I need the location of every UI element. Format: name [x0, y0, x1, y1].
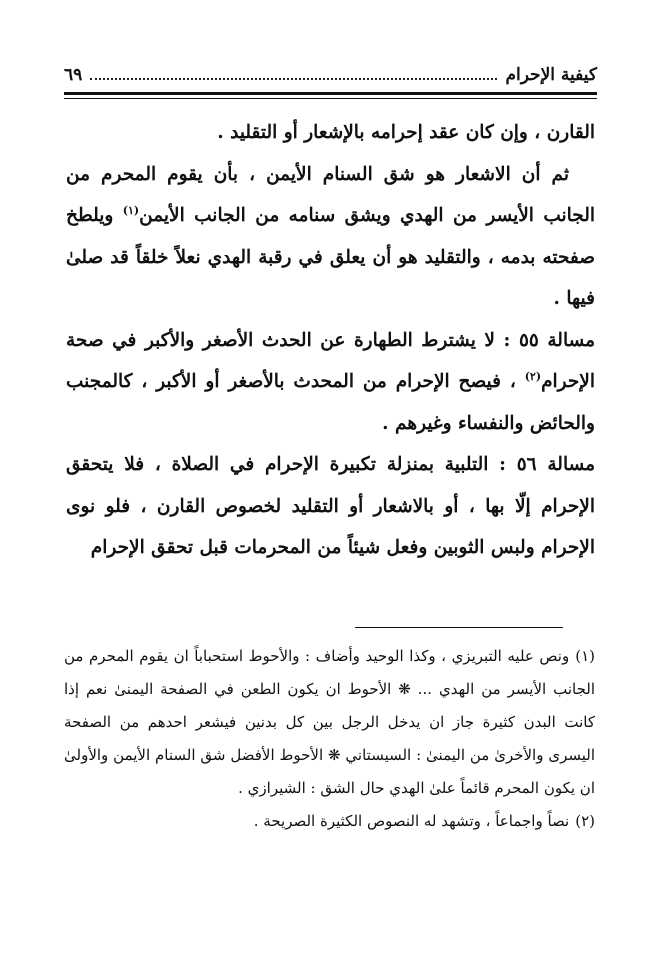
- masala-55: مسالة ٥٥ : لا يشترط الطهارة عن الحدث الأصغر والأكبر في صحة الإحرام$^{(٢)}$ ، فيصح الإحرام من المحدث بالأصغر أو الأكبر ، كالمجنب والحائض والنفساء وغيرهم .: [66, 329, 595, 434]
- leader-dots: [90, 78, 497, 80]
- running-header: [64, 58, 597, 92]
- footnote-2: (٢)نصاً واجماعاً ، وتشهد له النصوص الكثيرة الصريحة .: [253, 812, 595, 830]
- footnote-number: (٢): [575, 812, 595, 830]
- page-number: ٦٩: [64, 65, 83, 85]
- footnote-number: (١): [575, 647, 595, 665]
- paragraph: القارن ، وإن كان عقد إحرامه بالإشعار أو التقليد .: [217, 122, 595, 143]
- footnote-separator: [355, 627, 563, 628]
- footnote-ref[interactable]: (١): [122, 203, 140, 217]
- chapter-title: كيفية الإحرام: [505, 65, 597, 85]
- paragraph: ثم أن الاشعار هو شق السنام الأيمن ، بأن يقوم المحرم من الجانب الأيسر من الهدي ويشق سنامه من الجانب الأيمن$^{(١)}$ ويلطخ صفحته بدمه ، والتقليد هو أن يعلق في رقبة الهدي نعلاً خلقاً قد صلىٰ فيها .: [66, 163, 596, 309]
- header-rule-thin: [64, 98, 597, 99]
- footnotes: [64, 640, 595, 838]
- main-text: [66, 112, 595, 569]
- footnote-ref[interactable]: (٢): [524, 369, 542, 383]
- masala-56: مسالة ٥٦ : التلبية بمنزلة تكبيرة الإحرام في الصلاة ، فلا يتحقق الإحرام إلّا بها ، أو بالاشعار أو التقليد لخصوص القارن ، فلو نوى الإحرام ولبس الثوبين وفعل شيئاً من المحرمات قبل تحقق الإحرام: [66, 454, 595, 558]
- masala-label: مسالة ٥٥ :: [503, 329, 595, 351]
- footnote-1: (١)ونص عليه التبريزي ، وكذا الوحيد وأضاف : والأحوط استحباباً ان يقوم المحرم من الجانب الأيسر من الهدي ... ❋ الأحوط ان يكون الطعن في الصفحة اليمنىٰ نعم إذا كانت البدن كثيرة جاز ان يدخل الرجل بين كل بدنين فيشعر احدهم من الصفحة اليسرى والأخرىٰ من اليمنىٰ : السيستاني ❋ الأحوط الأفضل شق السنام الأيمن والأولىٰ ان يكون المحرم قائماً علىٰ الهدي حال الشق : الشيرازي .: [64, 647, 595, 797]
- header-rule-thick: [64, 92, 597, 95]
- masala-label: مسالة ٥٦ :: [499, 454, 595, 475]
